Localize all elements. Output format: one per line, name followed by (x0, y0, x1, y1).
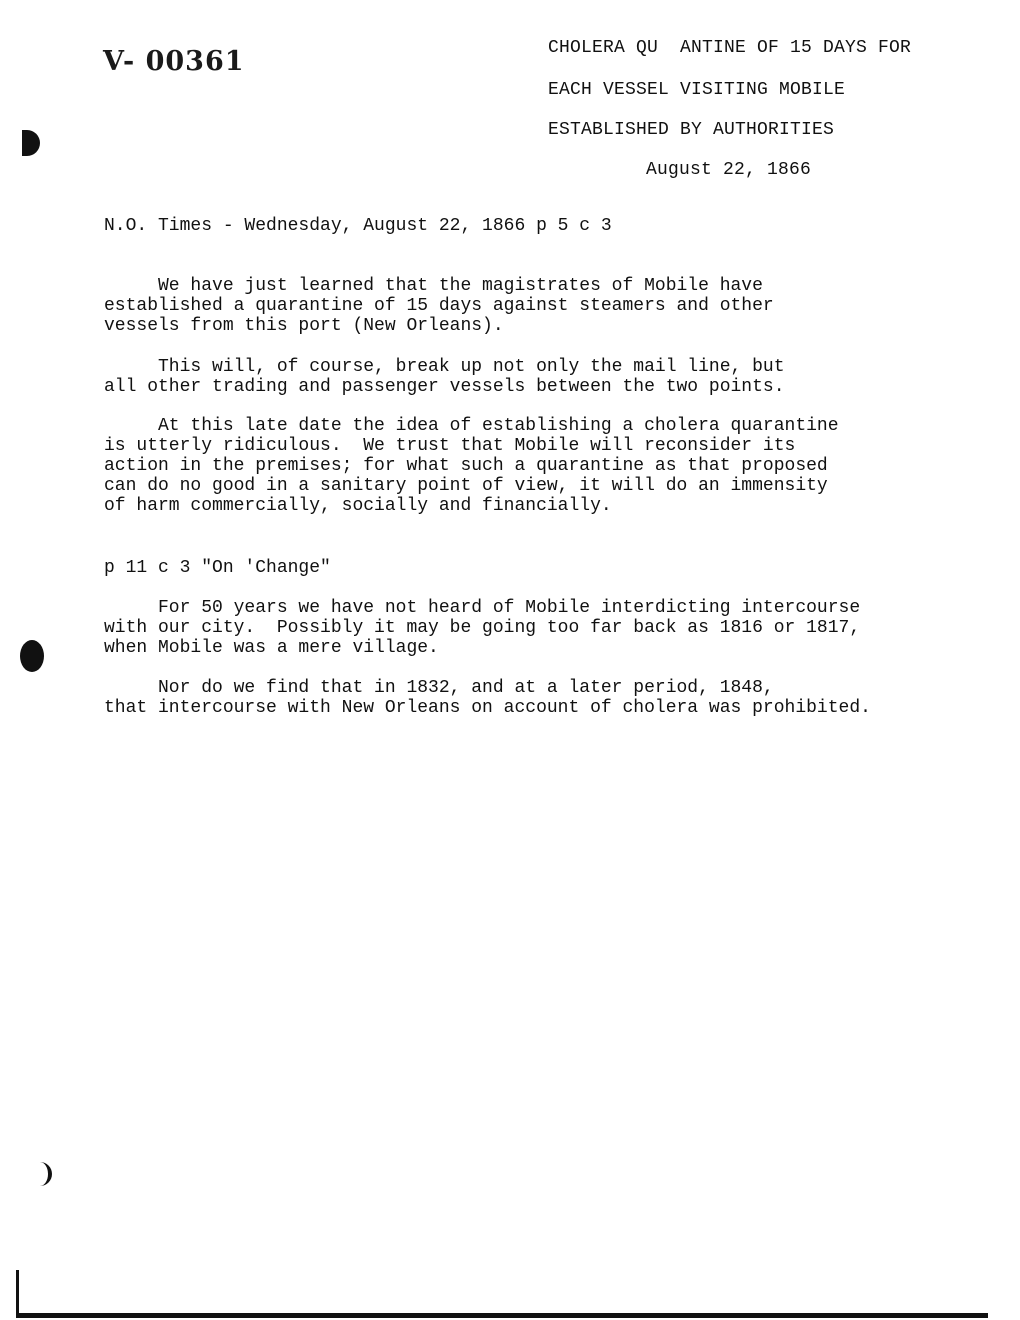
title-line-3: ESTABLISHED BY AUTHORITIES (548, 120, 835, 140)
article-2-paragraph-2-line-1: Nor do we find that in 1832, and at a later period, 1848, (104, 678, 774, 698)
binder-hole-bottom (36, 1162, 52, 1186)
page-edge-bottom (18, 1313, 988, 1318)
article-1-paragraph-1-line-1: We have just learned that the magistrates of Mobile have (104, 276, 763, 296)
article-1-paragraph-1-line-3: vessels from this port (New Orleans). (104, 316, 504, 336)
source-citation-1: N.O. Times - Wednesday, August 22, 1866 p 5 c 3 (104, 216, 612, 236)
title-line-1: CHOLERA QU ANTINE OF 15 DAYS FOR (548, 38, 912, 58)
page-edge-left (16, 1270, 19, 1318)
binder-hole-middle (20, 640, 44, 672)
title-date: August 22, 1866 (646, 160, 812, 180)
article-1-paragraph-3-line-4: can do no good in a sanitary point of view, it will do an immensity (104, 476, 828, 496)
article-1-paragraph-1-line-2: established a quarantine of 15 days against steamers and other (104, 296, 774, 316)
title-line-2: EACH VESSEL VISITING MOBILE (548, 80, 846, 100)
article-2-paragraph-2-line-2: that intercourse with New Orleans on account of cholera was prohibited. (104, 698, 871, 718)
article-2-paragraph-1-line-2: with our city. Possibly it may be going too far back as 1816 or 1817, (104, 618, 861, 638)
article-1-paragraph-3-line-5: of harm commercially, socially and financially. (104, 496, 612, 516)
article-1-paragraph-3-line-2: is utterly ridiculous. We trust that Mobile will reconsider its (104, 436, 796, 456)
document-number: V- 00361 (103, 46, 245, 77)
article-1-paragraph-2-line-1: This will, of course, break up not only the mail line, but (104, 357, 785, 377)
article-1-paragraph-3-line-1: At this late date the idea of establishing a cholera quarantine (104, 416, 839, 436)
article-2-paragraph-1-line-3: when Mobile was a mere village. (104, 638, 439, 658)
source-citation-2: p 11 c 3 "On 'Change" (104, 558, 331, 578)
binder-hole-top (22, 130, 40, 156)
article-1-paragraph-2-line-2: all other trading and passenger vessels between the two points. (104, 377, 785, 397)
article-1-paragraph-3-line-3: action in the premises; for what such a quarantine as that proposed (104, 456, 828, 476)
article-2-paragraph-1-line-1: For 50 years we have not heard of Mobile interdicting intercourse (104, 598, 861, 618)
